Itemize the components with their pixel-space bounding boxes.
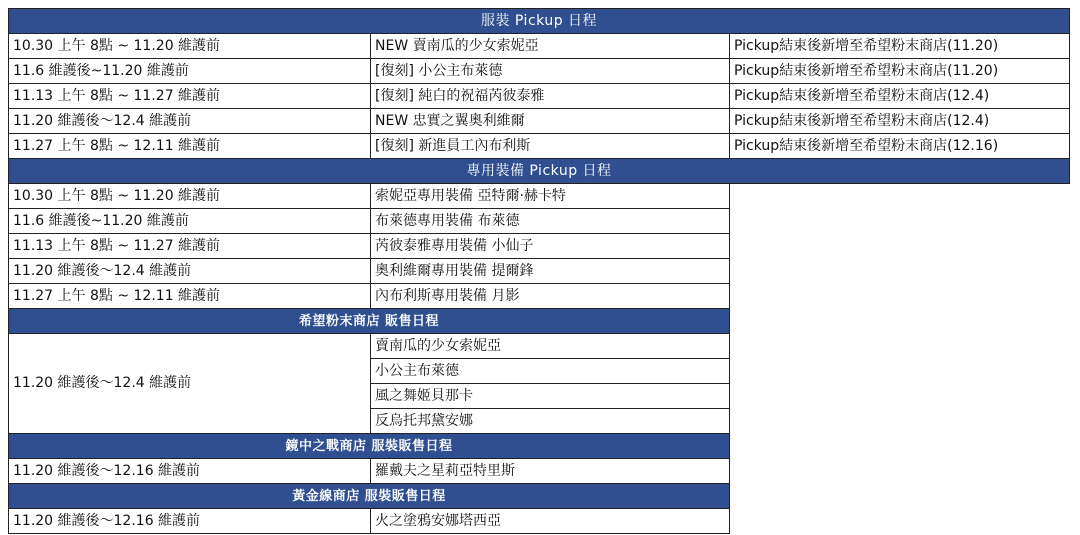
empty-cell bbox=[730, 384, 1070, 409]
costume-note-cell: Pickup結束後新增至希望粉末商店(12.4) bbox=[730, 84, 1070, 109]
equipment-date-cell: 11.6 維護後~11.20 維護前 bbox=[9, 209, 371, 234]
mirror-shop-date-cell: 11.20 維護後〜12.16 維護前 bbox=[9, 459, 371, 484]
costume-note-cell: Pickup結束後新增至希望粉末商店(11.20) bbox=[730, 59, 1070, 84]
table-row bbox=[9, 134, 1070, 159]
mirror-shop-title: 鏡中之戰商店 服裝販售日程 bbox=[9, 434, 730, 459]
costume-date-cell: 11.27 上午 8點 ~ 12.11 維護前 bbox=[9, 134, 371, 159]
costume-item-cell: [復刻] 小公主布萊德 bbox=[371, 59, 730, 84]
equipment-item-cell: 奧利維爾專用裝備 提爾鋒 bbox=[371, 259, 730, 284]
table-row bbox=[9, 234, 1070, 259]
empty-cell bbox=[730, 284, 1070, 309]
table-row bbox=[9, 509, 1070, 534]
costume-note-cell: Pickup結束後新增至希望粉末商店(11.20) bbox=[730, 34, 1070, 59]
table-row bbox=[9, 284, 1070, 309]
gold-shop-date-cell: 11.20 維護後〜12.16 維護前 bbox=[9, 509, 371, 534]
table-row bbox=[9, 334, 1070, 359]
costume-item-cell: NEW 忠實之翼奧利維爾 bbox=[371, 109, 730, 134]
costume-note-cell: Pickup結束後新增至希望粉末商店(12.16) bbox=[730, 134, 1070, 159]
table-row bbox=[9, 84, 1070, 109]
equipment-item-cell: 布萊德專用裝備 布萊德 bbox=[371, 209, 730, 234]
costume-note-cell: Pickup結束後新增至希望粉末商店(12.4) bbox=[730, 109, 1070, 134]
hope-shop-header-row bbox=[9, 309, 1070, 334]
table-row bbox=[9, 459, 1070, 484]
hope-shop-item-cell: 小公主布萊德 bbox=[371, 359, 730, 384]
equipment-item-cell: 芮彼泰雅專用裝備 小仙子 bbox=[371, 234, 730, 259]
table-row bbox=[9, 184, 1070, 209]
costume-pickup-title: 服裝 Pickup 日程 bbox=[9, 9, 1070, 34]
hope-shop-item-cell: 賣南瓜的少女索妮亞 bbox=[371, 334, 730, 359]
gold-shop-header-row bbox=[9, 484, 1070, 509]
costume-date-cell: 11.13 上午 8點 ~ 11.27 維護前 bbox=[9, 84, 371, 109]
mirror-shop-header-row bbox=[9, 434, 1070, 459]
empty-cell bbox=[730, 334, 1070, 359]
hope-shop-item-cell: 風之舞姬貝那卡 bbox=[371, 384, 730, 409]
table-row bbox=[9, 34, 1070, 59]
empty-cell bbox=[730, 309, 1070, 334]
empty-cell bbox=[730, 434, 1070, 459]
empty-cell bbox=[730, 459, 1070, 484]
hope-shop-item-cell: 反烏托邦黛安娜 bbox=[371, 409, 730, 434]
equipment-item-cell: 內布利斯專用裝備 月影 bbox=[371, 284, 730, 309]
equipment-date-cell: 10.30 上午 8點 ~ 11.20 維護前 bbox=[9, 184, 371, 209]
schedule-sheet bbox=[8, 8, 1069, 534]
costume-date-cell: 11.20 維護後〜12.4 維護前 bbox=[9, 109, 371, 134]
empty-cell bbox=[730, 509, 1070, 534]
costume-pickup-header-row bbox=[9, 9, 1070, 34]
costume-item-cell: [復刻] 新進員工內布利斯 bbox=[371, 134, 730, 159]
table-row bbox=[9, 109, 1070, 134]
schedule-table bbox=[8, 8, 1070, 534]
empty-cell bbox=[730, 484, 1070, 509]
costume-date-cell: 10.30 上午 8點 ~ 11.20 維護前 bbox=[9, 34, 371, 59]
costume-date-cell: 11.6 維護後~11.20 維護前 bbox=[9, 59, 371, 84]
equipment-date-cell: 11.27 上午 8點 ~ 12.11 維護前 bbox=[9, 284, 371, 309]
costume-item-cell: NEW 賣南瓜的少女索妮亞 bbox=[371, 34, 730, 59]
table-row bbox=[9, 209, 1070, 234]
equipment-date-cell: 11.13 上午 8點 ~ 11.27 維護前 bbox=[9, 234, 371, 259]
empty-cell bbox=[730, 234, 1070, 259]
equipment-pickup-header-row bbox=[9, 159, 1070, 184]
empty-cell bbox=[730, 409, 1070, 434]
table-row bbox=[9, 59, 1070, 84]
hope-shop-title: 希望粉末商店 販售日程 bbox=[9, 309, 730, 334]
empty-cell bbox=[730, 184, 1070, 209]
hope-shop-date-cell: 11.20 維護後〜12.4 維護前 bbox=[9, 334, 371, 434]
equipment-pickup-title: 專用裝備 Pickup 日程 bbox=[9, 159, 1070, 184]
empty-cell bbox=[730, 359, 1070, 384]
equipment-item-cell: 索妮亞專用裝備 亞特爾·赫卡特 bbox=[371, 184, 730, 209]
mirror-shop-item-cell: 羅戴夫之星莉亞特里斯 bbox=[371, 459, 730, 484]
table-row bbox=[9, 259, 1070, 284]
empty-cell bbox=[730, 259, 1070, 284]
gold-shop-title: 黃金線商店 服裝販售日程 bbox=[9, 484, 730, 509]
empty-cell bbox=[730, 209, 1070, 234]
gold-shop-item-cell: 火之塗鴉安娜塔西亞 bbox=[371, 509, 730, 534]
costume-item-cell: [復刻] 純白的祝福芮彼泰雅 bbox=[371, 84, 730, 109]
equipment-date-cell: 11.20 維護後〜12.4 維護前 bbox=[9, 259, 371, 284]
